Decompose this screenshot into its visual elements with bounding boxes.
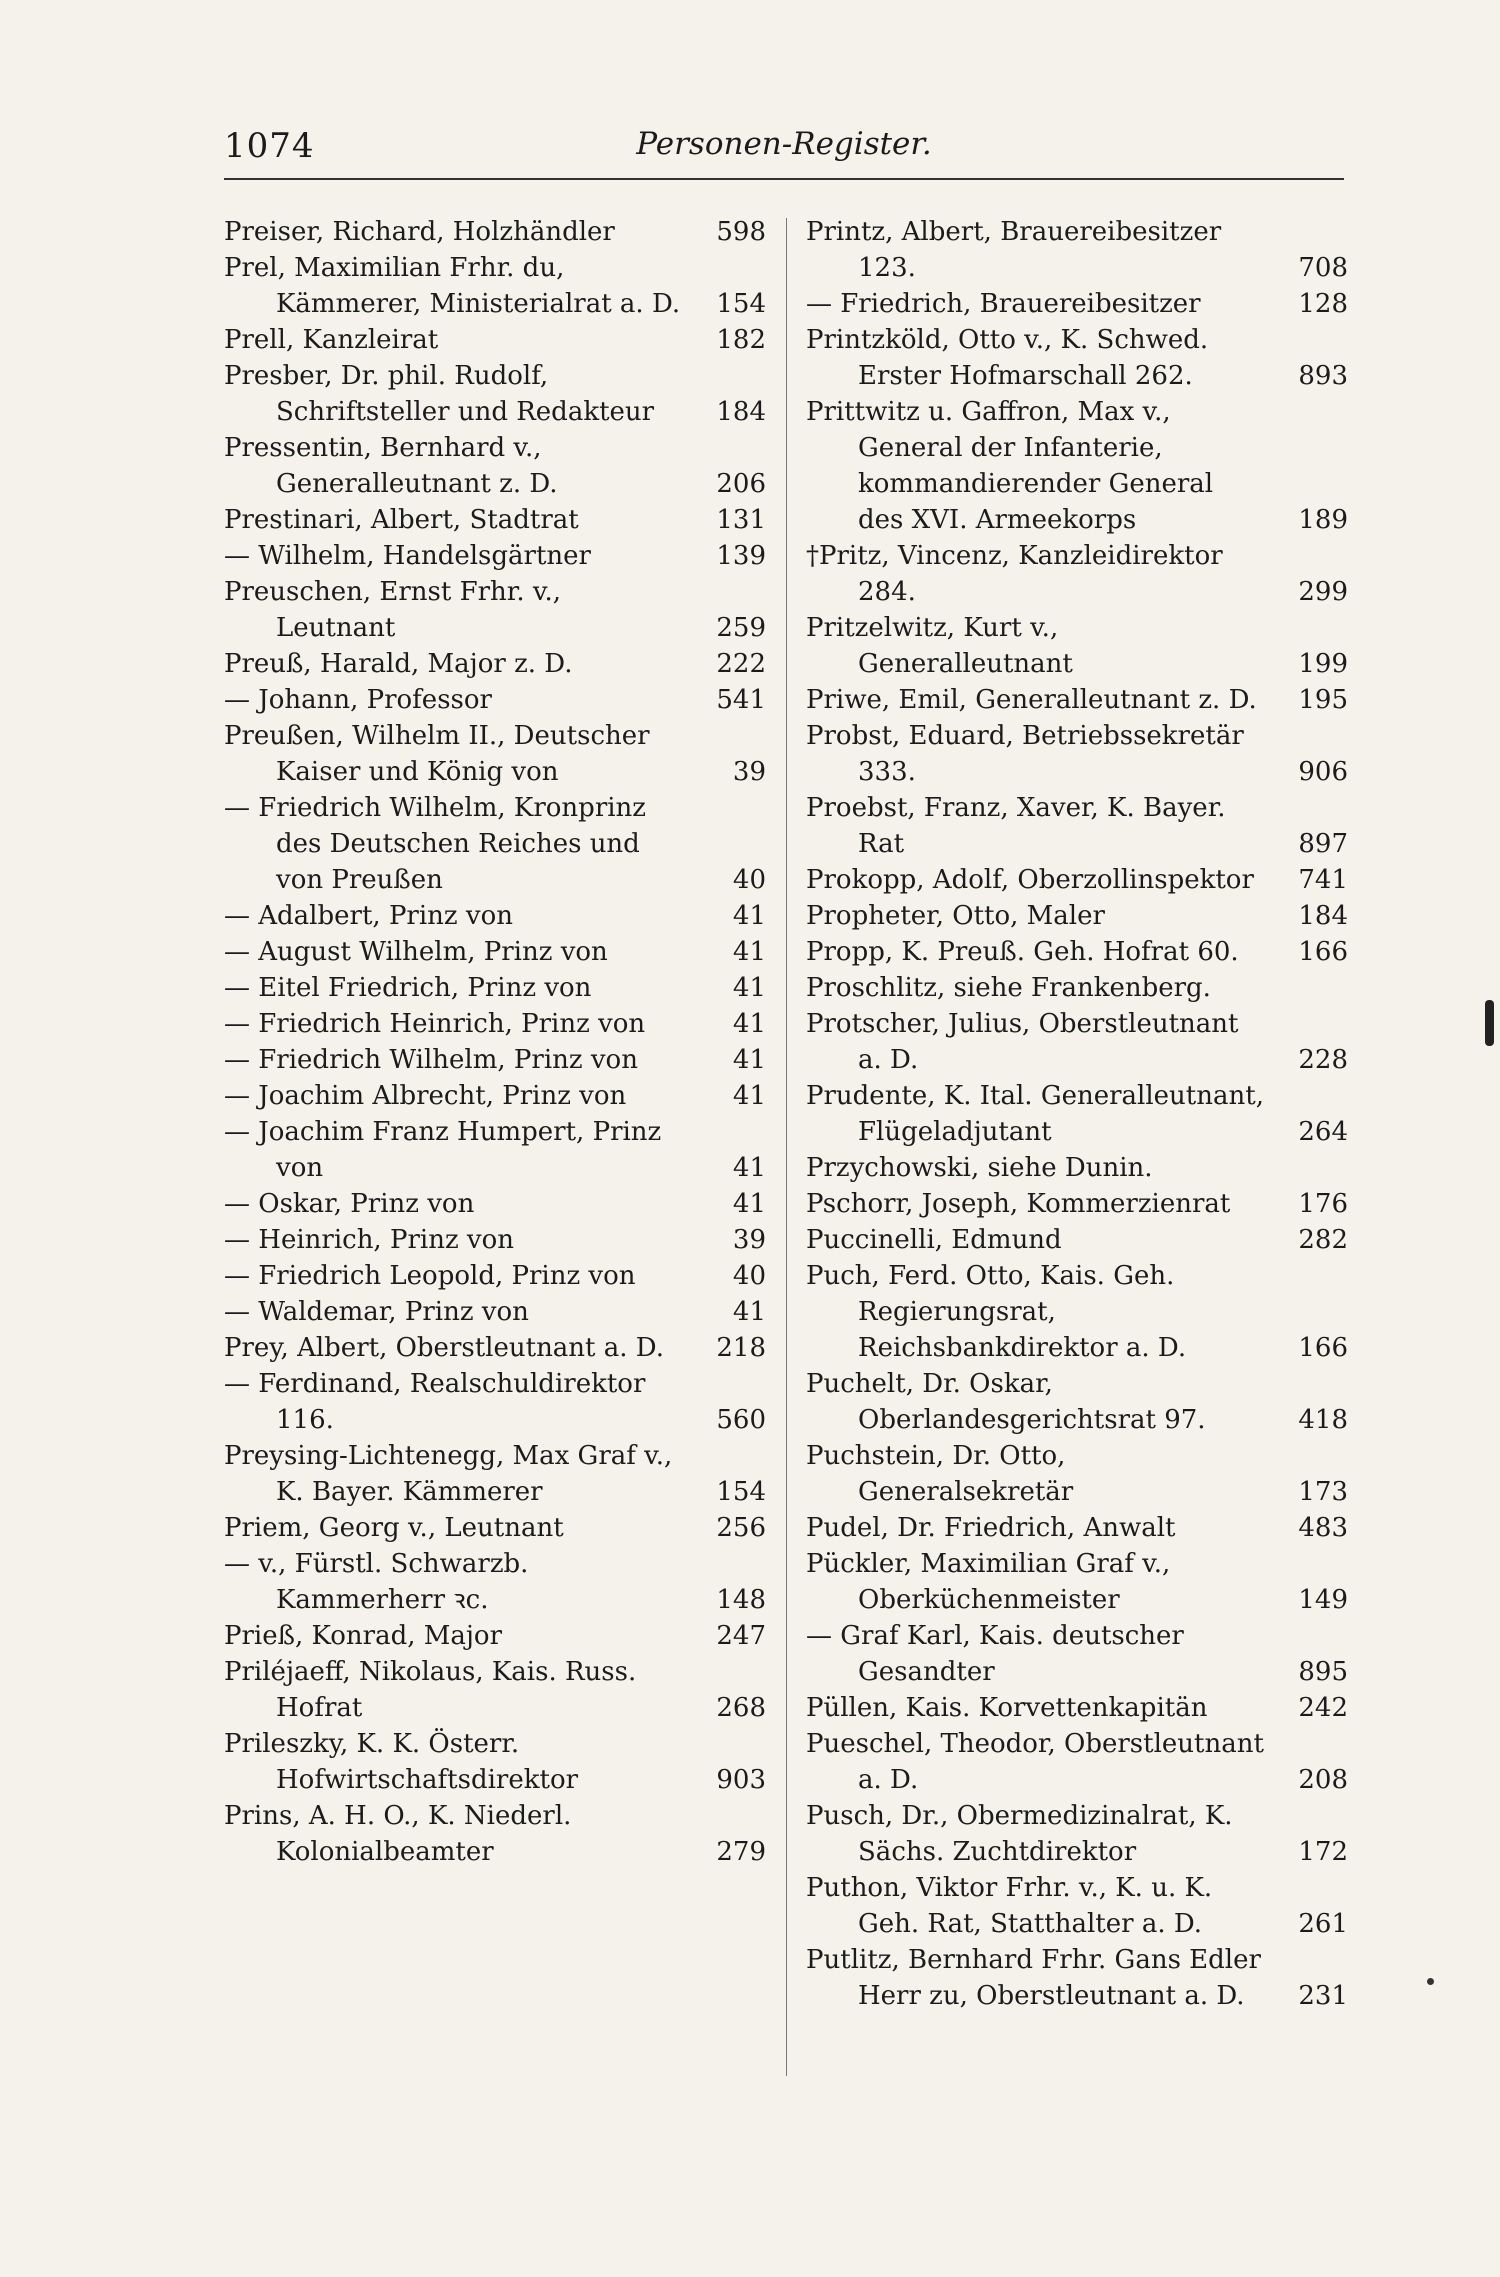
entry-page-number: 897 (1298, 829, 1348, 859)
index-entry (806, 682, 1348, 718)
index-entry (224, 1042, 766, 1078)
entry-page-number: 242 (1298, 1693, 1348, 1723)
entry-page-number: 208 (1298, 1765, 1348, 1795)
index-entry (806, 286, 1348, 322)
entry-name: Prins, A. H. O., K. Niederl. Kolonialbeamter (224, 1801, 572, 1867)
entry-name: — Friedrich Heinrich, Prinz von (224, 1009, 646, 1039)
index-entry (806, 1366, 1348, 1438)
entry-name: Proebst, Franz, Xaver, K. Bayer. Rat (806, 793, 1226, 859)
entry-page-number: 39 (732, 1225, 766, 1255)
index-entry (224, 430, 766, 502)
entry-name: Puchstein, Dr. Otto, Generalsekretär (806, 1441, 1074, 1507)
entry-name: Priléjaeff, Nikolaus, Kais. Russ. Hofrat (224, 1657, 637, 1723)
index-entry (806, 1438, 1348, 1510)
entry-page-number: 41 (732, 901, 766, 931)
index-entry (224, 1546, 766, 1618)
entry-name: Puchelt, Dr. Oskar, Oberlandesgerichtsrat 97. (806, 1369, 1206, 1435)
entry-name: Priem, Georg v., Leutnant (224, 1513, 564, 1543)
entry-name: — v., Fürstl. Schwarzb. Kammerherr ꝛc. (224, 1549, 529, 1615)
entry-page-number: 483 (1298, 1513, 1348, 1543)
entry-name: Pückler, Maximilian Graf v., Oberküchenmeister (806, 1549, 1171, 1615)
index-entry (224, 1510, 766, 1546)
index-entry (224, 898, 766, 934)
entry-page-number: 39 (732, 757, 766, 787)
entry-page-number: 184 (716, 397, 766, 427)
entry-page-number: 541 (716, 685, 766, 715)
index-entry (224, 250, 766, 322)
entry-page-number: 41 (732, 1189, 766, 1219)
entry-name: Preuschen, Ernst Frhr. v., Leutnant (224, 577, 562, 643)
index-entry (806, 862, 1348, 898)
entry-name: Propp, K. Preuß. Geh. Hofrat 60. (806, 937, 1239, 967)
entry-page-number: 172 (1298, 1837, 1348, 1867)
entry-page-number: 598 (716, 217, 766, 247)
entry-name: Püllen, Kais. Korvettenkapitän (806, 1693, 1208, 1723)
index-entry (806, 1006, 1348, 1078)
index-entry (224, 970, 766, 1006)
index-entry (806, 790, 1348, 862)
entry-name: Prestinari, Albert, Stadtrat (224, 505, 579, 535)
entry-page-number: 418 (1298, 1405, 1348, 1435)
entry-page-number: 41 (732, 973, 766, 1003)
index-entry (224, 538, 766, 574)
index-entry (224, 1186, 766, 1222)
entry-page-number: 282 (1298, 1225, 1348, 1255)
entry-name: Przychowski, siehe Dunin. (806, 1153, 1153, 1183)
index-entry (806, 1618, 1348, 1690)
entry-name: Proschlitz, siehe Frankenberg. (806, 973, 1211, 1003)
entry-name: Prudente, K. Ital. Generalleutnant, Flügeladjutant (806, 1081, 1264, 1147)
entry-name: — Graf Karl, Kais. deutscher Gesandter (806, 1621, 1184, 1687)
index-entry (224, 646, 766, 682)
entry-page-number: 893 (1298, 361, 1348, 391)
entry-page-number: 148 (716, 1585, 766, 1615)
entry-name: — Wilhelm, Handelsgärtner (224, 541, 591, 571)
entry-name: — Joachim Franz Humpert, Prinz von (224, 1117, 662, 1183)
entry-page-number: 895 (1298, 1657, 1348, 1687)
entry-name: Pressentin, Bernhard v., Generalleutnant z. D. (224, 433, 558, 499)
entry-name: Pudel, Dr. Friedrich, Anwalt (806, 1513, 1176, 1543)
entry-name: — August Wilhelm, Prinz von (224, 937, 608, 967)
entry-page-number: 41 (732, 1297, 766, 1327)
entry-page-number: 199 (1298, 649, 1348, 679)
page-header (224, 122, 1344, 180)
entry-page-number: 741 (1298, 865, 1348, 895)
index-entry (806, 1222, 1348, 1258)
entry-page-number: 231 (1298, 1981, 1348, 2011)
index-entry (806, 1150, 1348, 1186)
entry-page-number: 560 (716, 1405, 766, 1435)
index-entry (806, 1942, 1348, 2014)
entry-name: Pusch, Dr., Obermedizinalrat, K. Sächs. Zuchtdirektor (806, 1801, 1233, 1867)
index-entry (806, 1510, 1348, 1546)
entry-name: Prokopp, Adolf, Oberzollinspektor (806, 865, 1254, 895)
entry-page-number: 906 (1298, 757, 1348, 787)
index-entry (806, 1546, 1348, 1618)
entry-name: — Friedrich, Brauereibesitzer (806, 289, 1201, 319)
index-entry (224, 1258, 766, 1294)
index-entry (806, 1726, 1348, 1798)
index-entry (224, 502, 766, 538)
entry-page-number: 139 (716, 541, 766, 571)
entry-name: Preysing-Lichtenegg, Max Graf v., K. Bayer. Kämmerer (224, 1441, 673, 1507)
entry-page-number: 154 (716, 289, 766, 319)
entry-name: Pueschel, Theodor, Oberstleutnant a. D. (806, 1729, 1264, 1795)
index-entry (806, 898, 1348, 934)
entry-page-number: 247 (716, 1621, 766, 1651)
entry-page-number: 40 (732, 865, 766, 895)
index-entry (224, 358, 766, 430)
index-entry (224, 574, 766, 646)
index-entry (806, 1798, 1348, 1870)
entry-name: — Johann, Professor (224, 685, 492, 715)
entry-name: Prieß, Konrad, Major (224, 1621, 503, 1651)
entry-page-number: 128 (1298, 289, 1348, 319)
index-entry (806, 538, 1348, 610)
entry-page-number: 903 (716, 1765, 766, 1795)
entry-page-number: 176 (1298, 1189, 1348, 1219)
entry-page-number: 228 (1298, 1045, 1348, 1075)
entry-name: — Eitel Friedrich, Prinz von (224, 973, 592, 1003)
entry-page-number: 41 (732, 1081, 766, 1111)
entry-page-number: 206 (716, 469, 766, 499)
entry-name: Propheter, Otto, Maler (806, 901, 1105, 931)
index-entry (224, 790, 766, 898)
entry-name: — Joachim Albrecht, Prinz von (224, 1081, 627, 1111)
entry-name: Probst, Eduard, Betriebssekretär 333. (806, 721, 1244, 787)
entry-name: Printzköld, Otto v., K. Schwed. Erster Hofmarschall 262. (806, 325, 1209, 391)
index-entry (806, 394, 1348, 538)
entry-page-number: 184 (1298, 901, 1348, 931)
index-entry (224, 1618, 766, 1654)
index-entry (806, 718, 1348, 790)
entry-name: — Friedrich Wilhelm, Prinz von (224, 1045, 638, 1075)
index-entry (224, 322, 766, 358)
left-column (224, 214, 766, 1870)
index-entry (224, 1438, 766, 1510)
index-entry (224, 934, 766, 970)
entry-page-number: 166 (1298, 937, 1348, 967)
index-entry (806, 970, 1348, 1006)
right-column (806, 214, 1348, 2014)
entry-name: — Ferdinand, Realschuldirektor 116. (224, 1369, 646, 1435)
entry-page-number: 166 (1298, 1333, 1348, 1363)
index-entry (224, 1078, 766, 1114)
entry-name: Pschorr, Joseph, Kommerzienrat (806, 1189, 1231, 1219)
entry-name: †Pritz, Vincenz, Kanzleidirektor 284. (806, 541, 1223, 607)
index-entry (806, 1690, 1348, 1726)
entry-page-number: 256 (716, 1513, 766, 1543)
entry-page-number: 708 (1298, 253, 1348, 283)
entry-name: Preiser, Richard, Holzhändler (224, 217, 615, 247)
entry-page-number: 41 (732, 1045, 766, 1075)
entry-page-number: 279 (716, 1837, 766, 1867)
entry-name: — Waldemar, Prinz von (224, 1297, 529, 1327)
entry-name: — Adalbert, Prinz von (224, 901, 513, 931)
entry-page-number: 299 (1298, 577, 1348, 607)
index-entry (224, 1798, 766, 1870)
entry-page-number: 189 (1298, 505, 1348, 535)
entry-page-number: 131 (716, 505, 766, 535)
entry-name: Puccinelli, Edmund (806, 1225, 1062, 1255)
running-title: Personen-Register. (636, 126, 932, 162)
index-entry (224, 1330, 766, 1366)
index-entry (224, 1654, 766, 1726)
entry-page-number: 195 (1298, 685, 1348, 715)
column-divider (786, 218, 787, 2076)
entry-name: Pritzelwitz, Kurt v., Generalleutnant (806, 613, 1073, 679)
entry-name: Printz, Albert, Brauereibesitzer 123. (806, 217, 1222, 283)
entry-name: — Oskar, Prinz von (224, 1189, 475, 1219)
entry-name: Preuß, Harald, Major z. D. (224, 649, 573, 679)
index-entry (224, 1222, 766, 1258)
entry-page-number: 264 (1298, 1117, 1348, 1147)
entry-name: Puthon, Viktor Frhr. v., K. u. K. Geh. Rat, Statthalter a. D. (806, 1873, 1213, 1939)
page-edge-mark (1485, 1000, 1494, 1046)
page-number: 1074 (224, 126, 315, 166)
index-entry (224, 1294, 766, 1330)
entry-page-number: 261 (1298, 1909, 1348, 1939)
index-entry (806, 1258, 1348, 1366)
entry-page-number: 41 (732, 1009, 766, 1039)
entry-page-number: 222 (716, 649, 766, 679)
index-entry (224, 682, 766, 718)
index-entry (806, 322, 1348, 394)
index-entry (224, 1366, 766, 1438)
entry-page-number: 268 (716, 1693, 766, 1723)
entry-name: Preußen, Wilhelm II., Deutscher Kaiser und König von (224, 721, 650, 787)
entry-name: — Heinrich, Prinz von (224, 1225, 514, 1255)
entry-page-number: 218 (716, 1333, 766, 1363)
entry-name: Protscher, Julius, Oberstleutnant a. D. (806, 1009, 1239, 1075)
entry-page-number: 41 (732, 937, 766, 967)
ink-dot (1427, 1978, 1434, 1985)
index-entry (806, 214, 1348, 286)
entry-name: — Friedrich Wilhelm, Kronprinz des Deutschen Reiches und von Preußen (224, 793, 647, 895)
index-entry (224, 718, 766, 790)
entry-page-number: 259 (716, 613, 766, 643)
entry-name: Priwe, Emil, Generalleutnant z. D. (806, 685, 1257, 715)
entry-name: Prittwitz u. Gaffron, Max v., General der Infanterie, kommandierender General des XVI. Armeekorps (806, 397, 1214, 535)
entry-name: Prileszky, K. K. Österr. Hofwirtschaftsdirektor (224, 1729, 579, 1795)
index-entry (224, 214, 766, 250)
entry-name: Putlitz, Bernhard Frhr. Gans Edler Herr zu, Oberstleutnant a. D. (806, 1945, 1261, 2011)
entry-name: — Friedrich Leopold, Prinz von (224, 1261, 636, 1291)
entry-page-number: 41 (732, 1153, 766, 1183)
index-entry (806, 1186, 1348, 1222)
index-entry (224, 1726, 766, 1798)
entry-name: Puch, Ferd. Otto, Kais. Geh. Regierungsrat, Reichsbankdirektor a. D. (806, 1261, 1187, 1363)
entry-name: Prell, Kanzleirat (224, 325, 439, 355)
index-entry (806, 1078, 1348, 1150)
index-entry (224, 1114, 766, 1186)
entry-name: Presber, Dr. phil. Rudolf, Schriftsteller und Redakteur (224, 361, 655, 427)
entry-page-number: 149 (1298, 1585, 1348, 1615)
entry-page-number: 173 (1298, 1477, 1348, 1507)
entry-name: Prel, Maximilian Frhr. du, Kämmerer, Ministerialrat a. D. (224, 253, 681, 319)
index-entry (806, 610, 1348, 682)
index-entry (806, 934, 1348, 970)
entry-page-number: 40 (732, 1261, 766, 1291)
entry-page-number: 182 (716, 325, 766, 355)
index-entry (224, 1006, 766, 1042)
entry-name: Prey, Albert, Oberstleutnant a. D. (224, 1333, 664, 1363)
entry-page-number: 154 (716, 1477, 766, 1507)
index-entry (806, 1870, 1348, 1942)
